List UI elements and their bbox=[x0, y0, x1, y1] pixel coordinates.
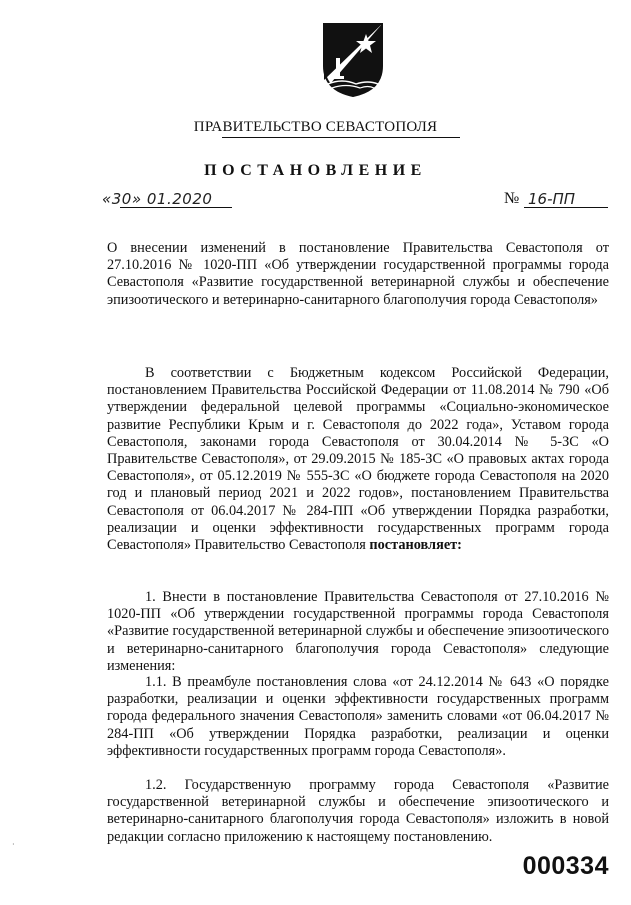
sevastopol-coat-of-arms-icon bbox=[322, 22, 384, 98]
number-value: 16-ПП bbox=[528, 190, 576, 208]
date-field bbox=[102, 188, 232, 210]
header-divider bbox=[222, 137, 460, 138]
number-underline bbox=[524, 207, 608, 208]
resolves-keyword: постановляет: bbox=[369, 537, 462, 554]
number-sign: № bbox=[504, 190, 520, 207]
margin-mark: · bbox=[12, 840, 15, 849]
date-underline bbox=[120, 207, 232, 208]
preamble-text: В соответствии с Бюджетным кодексом Российской Федерации, постановлением Правительства Российской Федерации от 11.08.2014 № 790 «Об утверждении федеральной целевой программы «Социально-экономическое развитие Республики Крым и г. Севастополя до 2022 года», Уставом города Севастополя, законами города Севастополя от 30.04.2014 № 5-ЗС «О Правительстве Севастополя», от 29.09.2015 № 185-ЗС «О правовых актах города Севастополя», от 05.12.2019 № 555-ЗС «О бюджете города Севастополя на 2020 год и плановый период 2021 и 2022 годов», постановлением Правительства Севастополя от 06.04.2017 № 284-ПП «Об утверждении Порядка разработки, реализации и оценки эффективности государственных программ города Севастополя» Правительство Севастополя bbox=[107, 365, 609, 554]
date-value: «30» 01.2020 bbox=[102, 190, 213, 208]
serial-number: 000334 bbox=[522, 852, 609, 880]
organization-name: ПРАВИТЕЛЬСТВО СЕВАСТОПОЛЯ bbox=[193, 119, 438, 135]
number-field bbox=[504, 188, 608, 210]
item-1-1-paragraph: 1.1. В преамбуле постановления слова «от 24.12.2014 № 643 «О порядке разработки, реализации и оценки эффективности государственных программ города федерального значения Севастополя» заменить словами «от 06.04.2017 № 284-ПП «Об утверждении Порядка разработки, реализации и оценки эффективности государственных программ города Севастополя». bbox=[107, 674, 609, 759]
preamble-paragraph bbox=[107, 365, 609, 554]
item-1-paragraph: 1. Внести в постановление Правительства Севастополя от 27.10.2016 № 1020-ПП «Об утверждении государственной программы города Севастополя «Развитие государственной ветеринарной службы и обеспечение эпизоотического и ветеринарно-санитарного благополучия города Севастополя» следующие изменения: bbox=[107, 589, 609, 674]
item-1-2-paragraph: 1.2. Государственную программу города Севастополя «Развитие государственной ветеринарной службы и обеспечение эпизоотического и ветеринарно-санитарного благополучия города Севастополя» изложить в новой редакции согласно приложению к настоящему постановлению. bbox=[107, 777, 609, 845]
document-type-title: ПОСТАНОВЛЕНИЕ bbox=[204, 162, 427, 179]
document-subject: О внесении изменений в постановление Правительства Севастополя от 27.10.2016 № 1020-ПП «Об утверждении государственной программы города Севастополя «Развитие государственной ветеринарной службы и обеспечение эпизоотического и ветеринарно-санитарного благополучия города Севастополя» bbox=[107, 240, 609, 308]
